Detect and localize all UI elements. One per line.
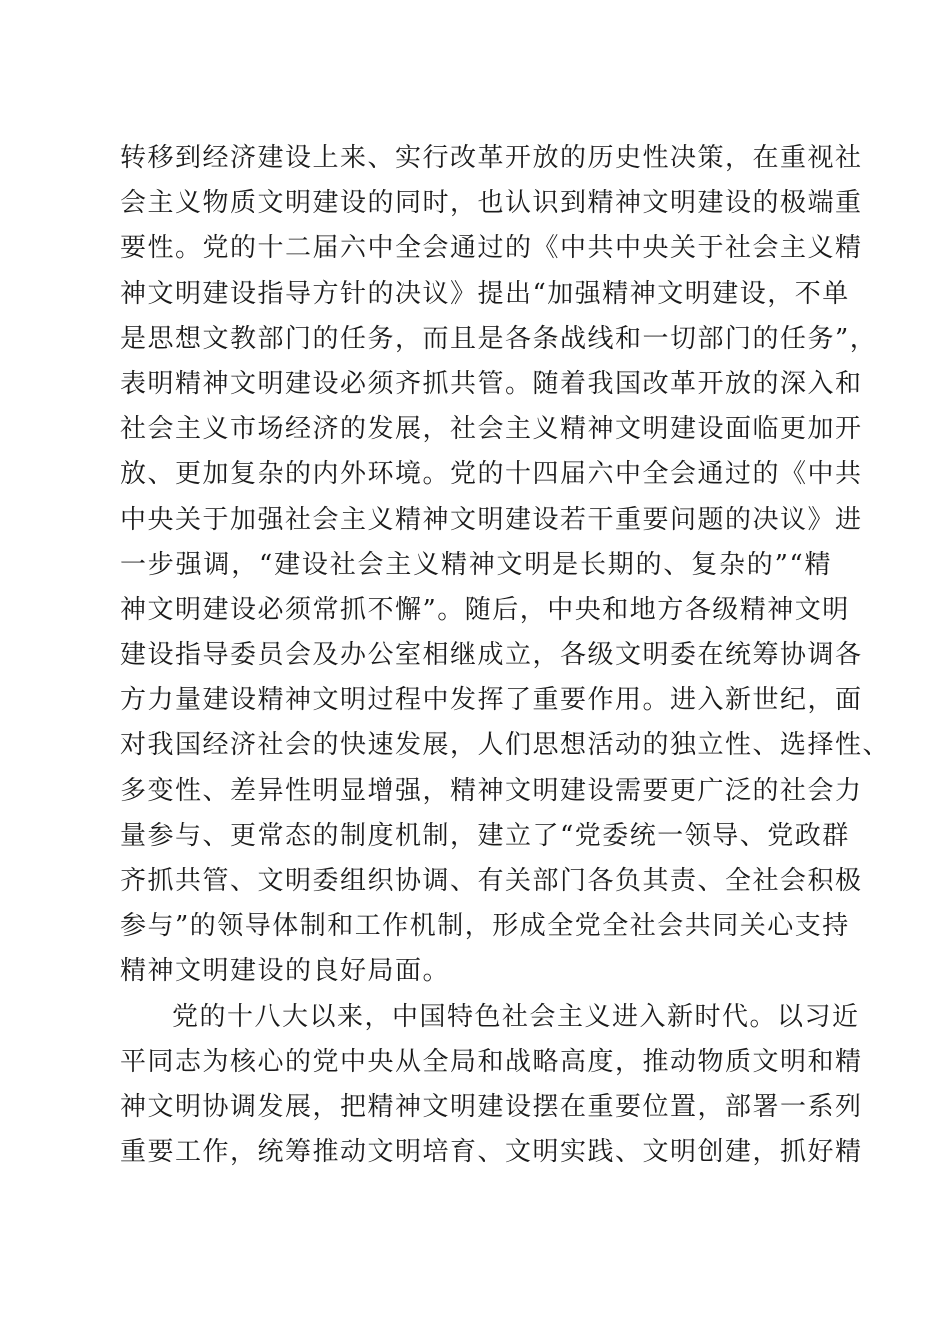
text-line: 建设指导委员会及办公室相继成立，各级文明委在统筹协调各 — [120, 640, 863, 671]
text-line: 神文明协调发展，把精神文明建设摆在重要位置，部署一系列 — [120, 1091, 863, 1122]
text-line: 量参与、更常态的制度机制，建立了“党委统一领导、党政群 — [120, 820, 850, 851]
text-line: 表明精神文明建设必须齐抓共管。随着我国改革开放的深入和 — [120, 368, 863, 399]
text-line-paragraph-start: 党的十八大以来，中国特色社会主义进入新时代。以习近 — [172, 1001, 860, 1032]
text-line: 中央关于加强社会主义精神文明建设若干重要问题的决议》进 — [120, 504, 863, 535]
text-line: 一步强调，“建设社会主义精神文明是长期的、复杂的”“精 — [120, 549, 832, 580]
text-line: 要性。党的十二届六中全会通过的《中共中央关于社会主义精 — [120, 233, 863, 264]
text-line: 神文明建设指导方针的决议》提出“加强精神文明建设，不单 — [120, 278, 850, 309]
text-line: 齐抓共管、文明委组织协调、有关部门各负其责、全社会积极 — [120, 866, 863, 896]
text-line: 会主义物质文明建设的同时，也认识到精神文明建设的极端重 — [120, 188, 863, 219]
text-line: 对我国经济社会的快速发展，人们思想活动的独立性、选择性、 — [120, 730, 891, 761]
text-line: 参与”的领导体制和工作机制，形成全党全社会共同关心支持 — [120, 911, 850, 942]
text-line: 重要工作，统筹推动文明培育、文明实践、文明创建，抓好精 — [120, 1137, 863, 1168]
text-line: 多变性、差异性明显增强，精神文明建设需要更广泛的社会力 — [120, 775, 863, 806]
text-line: 转移到经济建设上来、实行改革开放的历史性决策，在重视社 — [120, 143, 863, 173]
text-line: 社会主义市场经济的发展，社会主义精神文明建设面临更加开 — [120, 414, 863, 445]
text-line: 神文明建设必须常抓不懈”。随后，中央和地方各级精神文明 — [120, 594, 850, 625]
body-text — [120, 136, 891, 1175]
text-line-paragraph-end: 精神文明建设的良好局面。 — [120, 956, 451, 987]
text-line: 平同志为核心的党中央从全局和战略高度，推动物质文明和精 — [120, 1046, 863, 1077]
text-line: 放、更加复杂的内外环境。党的十四届六中全会通过的《中共 — [120, 459, 863, 490]
text-line: 方力量建设精神文明过程中发挥了重要作用。进入新世纪，面 — [120, 685, 863, 716]
text-line: 是思想文教部门的任务，而且是各条战线和一切部门的任务”， — [120, 323, 878, 354]
